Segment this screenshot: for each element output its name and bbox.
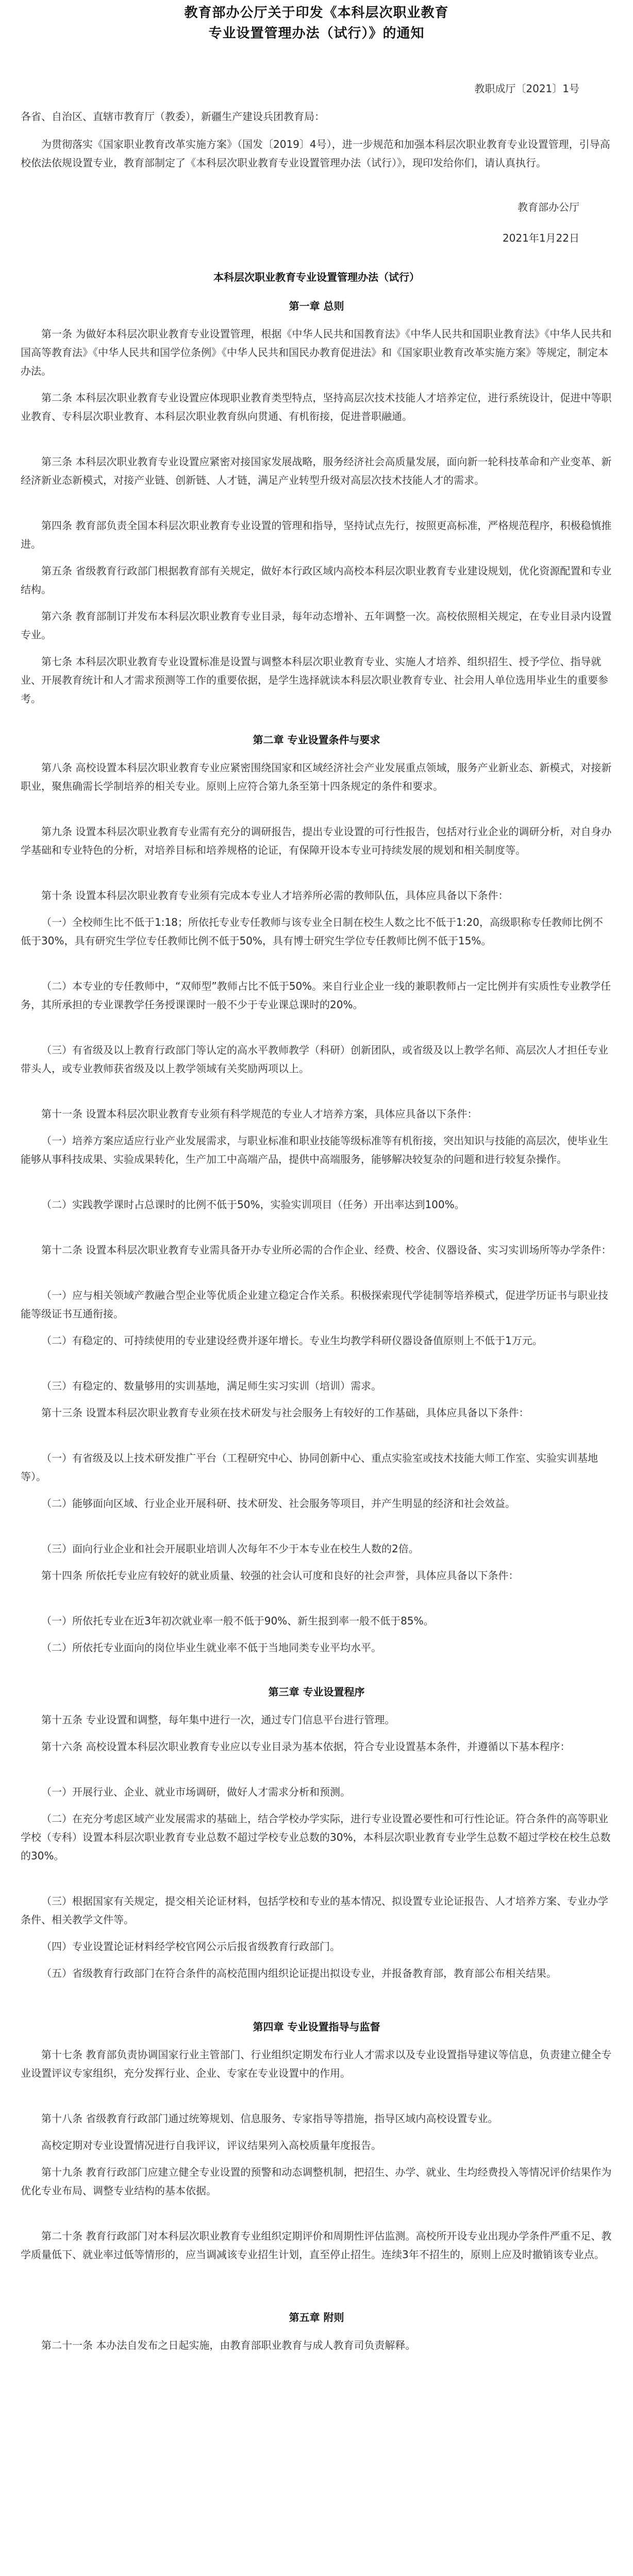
article-7: 第七条 本科层次职业教育专业设置标准是设置与调整本科层次职业教育专业、实施人才培养、组织招生、授予学位、指导就业、开展教育统计和人才需求预测等工作的重要依据，是学生选择就读本科层次职业教育专业、社会用人单位选用毕业生的重要参考。 <box>21 655 608 705</box>
article-9: 第九条 设置本科层次职业教育专业需有充分的调研报告，提出专业设置的可行性报告，包括对行业企业的调研分析，对自身办学基础和专业特色的分析，对培养目标和培养规格的论证，有保障开设本专业可持续发展的规划和相关制度等。 <box>21 825 612 856</box>
article-1: 第一条 为做好本科层次职业教育专业设置管理，根据《中华人民共和国教育法》《中华人民共和国职业教育法》《中华人民共和国高等教育法》《中华人民共和国学位条例》《中华人民共和国民办教育促进法》和《国家职业教育改革实施方案》等规定，制定本办法。 <box>21 328 612 377</box>
article-10-item-1: （一）全校师生比不低于1:18；所依托专业专任教师与该专业全日制在校生人数之比不低于1:20，高级职称专任教师比例不低于30%，具有研究生学位专任教师比例不低于50%，具有博士研究生学位专任教师比例不低于15%。 <box>21 916 603 947</box>
article-16-item-2: （二）在充分考虑区域产业发展需求的基础上，结合学校办学实际，进行专业设置必要性和可行性论证。符合条件的高等职业学校（专科）设置本科层次职业教育专业总数不超过学校专业总数的30%，本科层次职业教育专业学生总数不超过学校在校生总数的30%。 <box>21 1812 611 1862</box>
article-17: 第十七条 教育部负责协调国家行业主管部门、行业组织定期发布行业人才需求以及专业设置指导建议等信息，负责建立健全专业设置评议专家组织，充分发挥行业、企业、专家在专业设置中的作用。 <box>21 2048 612 2079</box>
addressee: 各省、自治区、直辖市教育厅（教委），新疆生产建设兵团教育局： <box>21 110 325 123</box>
article-21: 第二十一条 本办法自发布之日起实施，由教育部职业教育与成人教育司负责解释。 <box>41 2339 416 2351</box>
chapter-1-heading: 第一章 总则 <box>289 300 344 312</box>
measures-title: 本科层次职业教育专业设置管理办法（试行） <box>213 271 420 283</box>
chapter-4-heading: 第四章 专业设置指导与监督 <box>253 2021 380 2033</box>
article-16-item-5: （五）省级教育行政部门在符合条件的高校范围内组织论证提出拟设专业，并报备教育部，教育部公布相关结果。 <box>41 1967 557 1979</box>
notice-body: 为贯彻落实《国家职业教育改革实施方案》（国发〔2019〕4号），进一步规范和加强本科层次职业教育专业设置管理，引导高校依法依规设置专业，教育部制定了《本科层次职业教育专业设置管理办法（试行）》，现印发给你们，请认真执行。 <box>21 138 610 169</box>
chapter-3-heading: 第三章 专业设置程序 <box>268 1686 365 1698</box>
article-14: 第十四条 所依托专业应有较好的就业质量、较强的社会认可度和良好的社会声誉，具体应具备以下条件： <box>41 1569 519 1582</box>
article-11-item-2: （二）实践教学课时占总课时的比例不低于50%，实验实训项目（任务）开出率达到100%。 <box>41 1198 465 1211</box>
article-10-item-2: （二）本专业的专任教师中，“双师型”教师占比不低于50%。来自行业企业一线的兼职教师占一定比例并有实质性专业教学任务，其所承担的专业课教学任务授课课时一般不少于专业课总课时的20%。 <box>21 980 611 1011</box>
article-4: 第四条 教育部负责全国本科层次职业教育专业设置的管理和指导，坚持试点先行，按照更高标准，严格规范程序，积极稳慎推进。 <box>21 519 612 550</box>
page-title-line2: 专业设置管理办法（试行）》的通知 <box>208 26 425 41</box>
page-title-line1: 教育部办公厅关于印发《本科层次职业教育 <box>184 5 449 21</box>
document-number: 教职成厅〔2021〕1号 <box>474 82 579 95</box>
article-14-item-2: （二）所依托专业面向的岗位毕业生就业率不低于当地同类专业平均水平。 <box>41 1641 381 1654</box>
article-18-paragraph-2: 高校定期对专业设置情况进行自我评议，评议结果列入高校质量年度报告。 <box>41 2139 381 2151</box>
article-13-item-2: （二）能够面向区域、行业企业开展科研、技术研发、社会服务等项目，并产生明显的经济和社会效益。 <box>41 1497 515 1510</box>
article-19: 第十九条 教育行政部门应建立健全专业设置的预警和动态调整机制，把招生、办学、就业、生均经费投入等情况评价结果作为优化专业布局、调整专业结构的基本依据。 <box>21 2166 612 2197</box>
article-16-item-4: （四）专业设置论证材料经学校官网公示后报省级教育行政部门。 <box>41 1940 340 1953</box>
article-12-item-1: （一）应与相关领域产教融合型企业等优质企业建立稳定合作关系。积极探索现代学徒制等培养模式，促进学历证书与职业技能等级证书互通衔接。 <box>21 1289 608 1320</box>
article-11: 第十一条 设置本科层次职业教育专业须有科学规范的专业人才培养方案，具体应具备以下条件： <box>41 1108 478 1120</box>
article-6: 第六条 教育部制订并发布本科层次职业教育专业目录，每年动态增补、五年调整一次。高校依照相关规定，在专业目录内设置专业。 <box>21 610 612 641</box>
article-20: 第二十条 教育行政部门对本科层次职业教育专业组织定期评价和周期性评估监测。高校所开设专业出现办学条件严重不足、教学质量低下、就业率过低等情形的，应当调减该专业招生计划，直至停止招生。连续3年不招生的，原则上应及时撤销该专业点。 <box>21 2230 612 2261</box>
article-16-item-3: （三）根据国家有关规定，提交相关论证材料，包括学校和专业的基本情况、拟设置专业论证报告、人才培养方案、专业办学条件、相关教学文件等。 <box>21 1895 608 1926</box>
article-13-item-3: （三）面向行业企业和社会开展职业培训人次每年不少于本专业在校生人数的2倍。 <box>41 1543 419 1555</box>
article-16-item-1: （一）开展行业、企业、就业市场调研，做好人才需求分析和预测。 <box>41 1786 351 1798</box>
article-5: 第五条 省级教育行政部门根据教育部有关规定，做好本行政区域内高校本科层次职业教育专业建设规划，优化资源配置和专业结构。 <box>21 565 612 596</box>
article-11-item-1: （一）培养方案应适应行业产业发展需求，与职业标准和职业技能等级标准等有机衔接，突出知识与技能的高层次，使毕业生能够从事科技成果、实验成果转化，生产加工中高端产品，提供中高端服务，能够解决较复杂的问题和进行较复杂操作。 <box>21 1134 608 1165</box>
article-12-item-3: （三）有稳定的、数量够用的实训基地，满足师生实习实训（培训）需求。 <box>41 1380 381 1392</box>
article-15: 第十五条 专业设置和调整，每年集中进行一次，通过专门信息平台进行管理。 <box>41 1714 395 1726</box>
article-16: 第十六条 高校设置本科层次职业教育专业应以专业目录为基本依据，符合专业设置基本条件，并遵循以下基本程序： <box>41 1740 571 1753</box>
chapter-5-heading: 第五章 附则 <box>289 2311 344 2324</box>
article-12-item-2: （二）有稳定的、可持续使用的专业建设经费并逐年增长。专业生均教学科研仪器设备值原则上不低于1万元。 <box>41 1334 543 1347</box>
article-8: 第八条 高校设置本科层次职业教育专业应紧密围绕国家和区域经济社会产业发展重点领域，服务产业新业态、新模式，对接新职业，聚焦确需长学制培养的相关专业。原则上应符合第九条至第十四条规定的条件和要求。 <box>21 761 612 792</box>
chapter-2-heading: 第二章 专业设置条件与要求 <box>253 734 380 746</box>
article-13-item-1: （一）有省级及以上技术研发推广平台（工程研究中心、协同创新中心、重点实验室或技术技能大师工作室、实验实训基地等）。 <box>21 1452 598 1483</box>
article-10: 第十条 设置本科层次职业教育专业须有完成本专业人才培养所必需的教师队伍，具体应具备以下条件： <box>41 889 509 902</box>
article-2: 第二条 本科层次职业教育专业设置应体现职业教育类型特点，坚持高层次技术技能人才培养定位，进行系统设计，促进中等职业教育、专科层次职业教育、本科层次职业教育纵向贯通、有机衔接，促进普职融通。 <box>21 392 612 422</box>
article-14-item-1: （一）所依托专业在近3年初次就业率一般不低于90%、新生报到率一般不低于85%。 <box>41 1615 434 1627</box>
article-3: 第三条 本科层次职业教育专业设置应紧密对接国家发展战略，服务经济社会高质量发展，面向新一轮科技革命和产业变革、新经济新业态新模式，对接产业链、创新链、人才链，满足产业转型升级对高层次技术技能人才的需求。 <box>21 455 612 486</box>
issue-date: 2021年1月22日 <box>502 232 579 244</box>
issuer: 教育部办公厅 <box>518 201 579 213</box>
article-18: 第十八条 省级教育行政部门通过统筹规划、信息服务、专家指导等措施，指导区域内高校设置专业。 <box>41 2112 498 2125</box>
article-10-item-3: （三）有省级及以上教育行政部门等认定的高水平教师教学（科研）创新团队，或省级及以上教学名师、高层次人才担任专业带头人，或专业教师获省级及以上教学领域有关奖励两项以上。 <box>21 1044 608 1075</box>
article-13: 第十三条 设置本科层次职业教育专业须在技术研发与社会服务上有较好的工作基础，具体应具备以下条件： <box>41 1406 529 1419</box>
article-12: 第十二条 设置本科层次职业教育专业需具备开办专业所必需的合作企业、经费、校舍、仪器设备、实习实训场所等办学条件： <box>41 1244 612 1256</box>
